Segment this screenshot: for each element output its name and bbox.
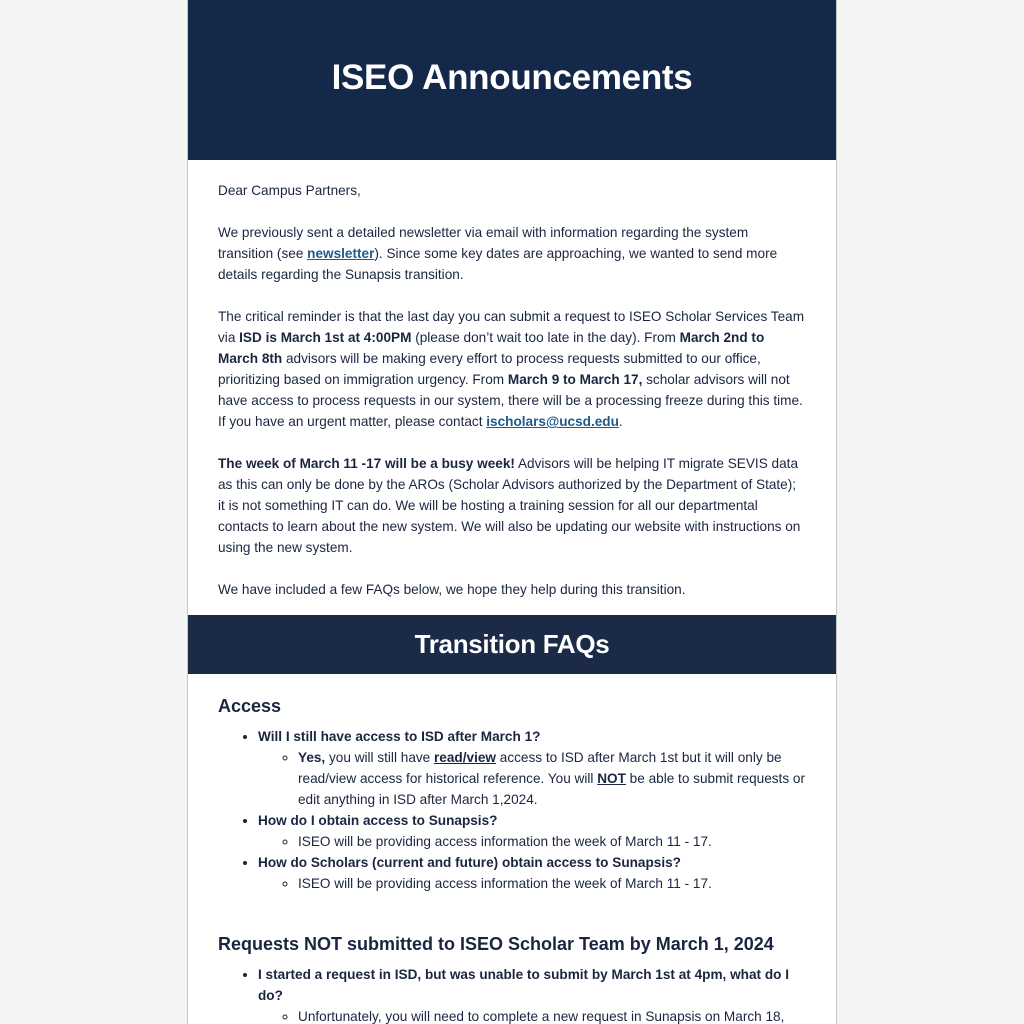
paragraph-newsletter: We previously sent a detailed newsletter via email with information regarding the system transition (see newsletter). Since some key dates are approaching, we wanted to send more details regarding the Sunapsis transition. [218, 225, 778, 282]
paragraph-busy-week: The week of March 11 -17 will be a busy week! Advisors will be helping IT migrate SEVIS data as this can only be done by the AROs (Scholar Advisors authorized by the Department of State); it is not something IT can do. We will be hosting a training session for all our departmental contacts to learn about the new system. We will also be updating our website with instructions on using the new system. [218, 456, 801, 555]
question: Will I still have access to ISD after March 1? [258, 729, 541, 744]
list-item [258, 964, 806, 1024]
answer-list [258, 873, 806, 894]
paragraph-critical-reminder: The critical reminder is that the last day you can submit a request to ISEO Scholar Services Team via ISD is March 1st at 4:00PM (please don’t wait too late in the day). From March 2nd to March 8th advisors will be making every effort to process requests submitted to our office, prioritizing based on immigration urgency. From March 9 to March 17, scholar advisors will not have access to process requests in our system, there will be a processing freeze during this time. If you have an urgent matter, please contact ischolars@ucsd.edu. [218, 309, 805, 429]
answer-list [258, 747, 806, 810]
list-item [258, 726, 806, 810]
faq-body [188, 674, 836, 1024]
header-banner [188, 0, 836, 160]
requests-question-list [218, 964, 806, 1024]
answer-list [258, 1006, 806, 1024]
answer: ◦ ISEO will be providing access information the week of March 11 - 17. [298, 831, 806, 852]
answer: ◦ Yes, you will still have read/view access to ISD after March 1st but it will only be read/view access for historical reference. You will NOT be able to submit requests or edit anything in ISD after March 1,2024. [298, 747, 806, 810]
answer: ◦ ISEO will be providing access information the week of March 11 - 17. [298, 873, 806, 894]
section-heading-requests: Requests NOT submitted to ISEO Scholar Team by March 1, 2024 [218, 934, 774, 954]
access-question-list [218, 726, 806, 894]
question: I started a request in ISD, but was unable to submit by March 1st at 4pm, what do I do? [258, 967, 790, 1003]
email-link[interactable]: ischolars@ucsd.edu [486, 414, 619, 429]
answer: ◦ Unfortunately, you will need to complete a new request in Sunapsis on March 18, [298, 1006, 806, 1024]
paragraph-faq-intro: We have included a few FAQs below, we hope they help during this transition. [218, 582, 686, 597]
greeting: Dear Campus Partners, [218, 183, 361, 198]
answer-list [258, 831, 806, 852]
list-item [258, 852, 806, 894]
question: How do Scholars (current and future) obtain access to Sunapsis? [258, 855, 681, 870]
question: How do I obtain access to Sunapsis? [258, 813, 498, 828]
list-item [258, 810, 806, 852]
email-container [187, 0, 837, 1024]
faq-banner [188, 615, 836, 674]
faq-title: Transition FAQs [414, 629, 610, 659]
page-title: ISEO Announcements [331, 58, 693, 97]
letter-body [188, 160, 836, 600]
section-heading-access: Access [218, 696, 282, 716]
newsletter-link[interactable]: newsletter [307, 246, 375, 261]
